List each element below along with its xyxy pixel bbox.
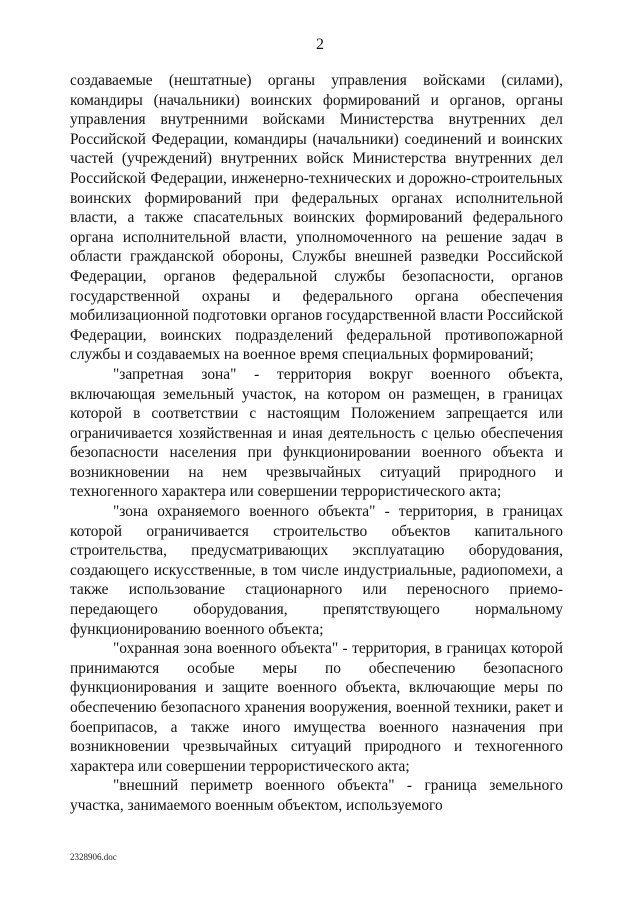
paragraph-continuation: создаваемые (нештатные) органы управления войсками (силами), командиры (начальники) воинских формирований и органов, органы управления внутренними войсками Министерства внутренних дел Российской Федерации, командиры (начальники) соединений и воинских частей (учреждений) внутренних войск Министерства внутренних дел Российской Федерации, инженерно-технических и дорожно-строительных воинских формирований при федеральных органах исполнительной власти, а также спасательных воинских формирований федерального органа исполнительной власти, уполномоченного на решение задач в области гражданской обороны, Службы внешней разведки Российской Федерации, органов федеральной службы безопасности, органов государственной охраны и федерального органа обеспечения мобилизационной подготовки органов государственной власти Российской Федерации, воинских подразделений федеральной противопожарной службы и создаваемых на военное время специальных формирований; xyxy=(70,72,563,364)
document-body xyxy=(70,71,563,816)
paragraph-restricted-zone: "запретная зона" - территория вокруг военного объекта, включающая земельный участок, на котором он размещен, в границах которой в соответствии с настоящим Положением запрещается или ограничивается хозяйственная и иная деятельность с целью обеспечения безопасности населения при функционировании военного объекта и возникновении на нем чрезвычайных ситуаций природного и техногенного характера или совершении террористического акта; xyxy=(70,365,563,501)
paragraph-outer-perimeter: "внешний периметр военного объекта" - граница земельного участка, занимаемого военным объектом, используемого xyxy=(70,777,563,814)
paragraph-protected-object-zone: "зона охраняемого военного объекта" - территория, в границах которой ограничивается строительство объектов капитального строительства, предусматривающих эксплуатацию оборудования, создающего искусственные, в том числе индустриальные, радиопомехи, а также использование стационарного или переносного приемо-передающего оборудования, препятствующего нормальному функционированию военного объекта; xyxy=(70,503,563,638)
page-number: 2 xyxy=(316,36,324,53)
document-file-code: 2328906.doc xyxy=(70,852,117,862)
paragraph-security-zone: "охранная зона военного объекта" - территория, в границах которой принимаются особые меры по обеспечению безопасного функционирования и защите военного объекта, включающие меры по обеспечению безопасного хранения вооружения, военной техники, ракет и боеприпасов, а также иного имущества военного назначения при возникновении чрезвычайных ситуаций природного и техногенного характера или совершении террористического акта; xyxy=(70,640,563,775)
